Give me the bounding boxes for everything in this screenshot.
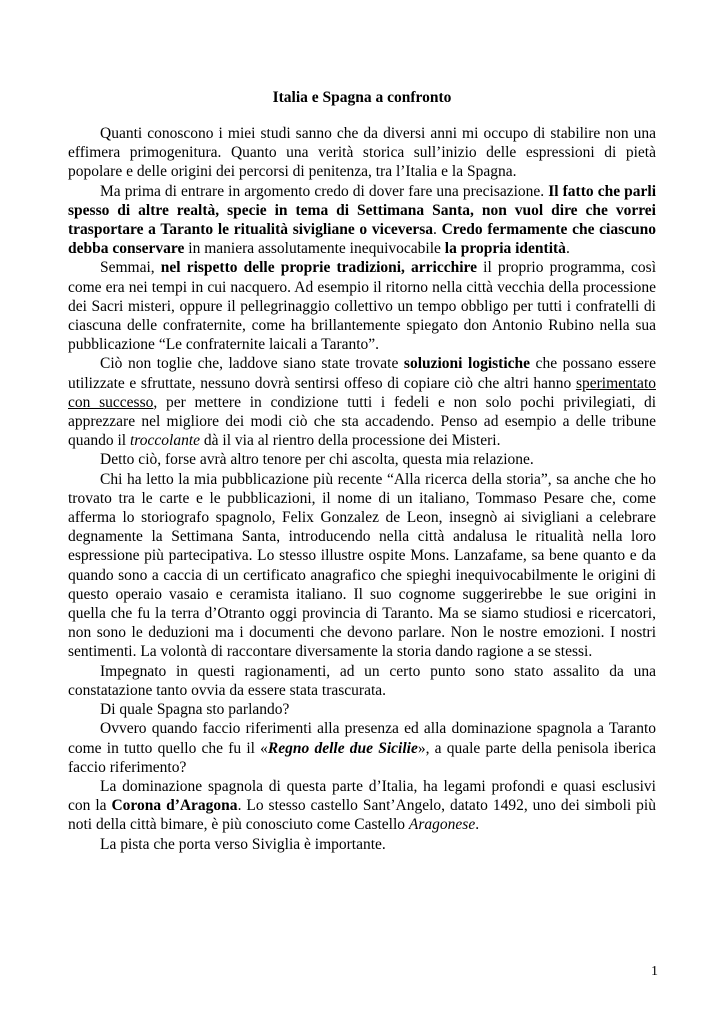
text-run: Impegnato in questi ragionamenti, ad un certo punto sono stato assalito da una constatazione tanto ovvia da essere stata trascurata. xyxy=(68,662,656,699)
text-run: La pista che porta verso Siviglia è importante. xyxy=(100,835,386,853)
text-run: Ciò non toglie che, laddove siano state trovate xyxy=(100,355,404,373)
paragraph xyxy=(68,719,656,777)
text-run: Di quale Spagna sto parlando? xyxy=(100,701,290,719)
document-title: Italia e Spagna a confronto xyxy=(272,89,452,106)
text-run: Detto ciò, forse avrà altro tenore per chi ascolta, questa mia relazione. xyxy=(100,451,534,469)
text-run: . xyxy=(433,221,442,239)
paragraph xyxy=(68,835,656,854)
paragraph xyxy=(68,354,656,450)
text-run: Semmai, xyxy=(100,259,161,277)
paragraph xyxy=(68,777,656,835)
page-number: 1 xyxy=(651,964,658,979)
paragraph xyxy=(68,258,656,354)
text-run: Aragonese xyxy=(408,816,476,834)
document-body xyxy=(68,124,656,854)
text-run: Ma prima di entrare in argomento credo di dover fare una precisazione. xyxy=(100,182,549,200)
text-run: Corona d’Aragona xyxy=(111,797,238,815)
text-run: dà il via al rientro della processione dei Misteri. xyxy=(200,432,501,450)
text-run: la propria identità xyxy=(444,240,566,258)
text-run: in maniera assolutamente inequivocabile xyxy=(184,240,445,258)
text-run: . xyxy=(475,816,480,834)
text-run: Regno delle due Sicilie xyxy=(267,739,418,757)
text-run: Il fatto che parli spesso di altre realtà, specie in tema di Settimana Santa, non vuol dire che vorrei trasportare a Taranto le ritualità sivigliane o viceversa xyxy=(68,182,656,239)
text-run: . Lo stesso castello Sant’Angelo, datato 1492, uno dei simboli più noti della città bimare, è più conosciuto come Castello xyxy=(68,797,656,834)
paragraph xyxy=(68,182,656,259)
text-run: soluzioni logistiche xyxy=(403,355,531,373)
text-run: Credo fermamente che ciascuno debba conservare xyxy=(68,221,657,258)
text-run: sperimentato con successo xyxy=(68,374,656,411)
paragraph xyxy=(68,124,656,182)
text-run: , per mettere in condizione tutti i fedeli e non solo pochi privilegiati, di apprezzare nel migliore dei modi ciò che sta accadendo. Penso ad esempio a delle tribune quando il xyxy=(68,393,656,450)
text-run: . xyxy=(565,240,570,258)
text-run: Ovvero quando faccio riferimenti alla presenza ed alla dominazione spagnola a Taranto come in tutto quello che fu il « xyxy=(68,720,656,757)
text-run: », a quale parte della penisola iberica faccio riferimento? xyxy=(68,739,656,776)
text-run: Chi ha letto la mia pubblicazione più recente “Alla ricerca della storia”, sa anche che ho trovato tra le carte e le pubblicazioni, il nome di un italiano, Tommaso Pesare che, come afferma lo storiografo spagnolo, Felix Gonzalez de Leon, insegnò ai sivigliani a celebrare degnamente la Settimana Santa, introducendo nella città andalusa le ritualità nella loro espressione più partecipativa. Lo stesso illustre ospite Mons. Lanzafame, sa bene quanto e da quando sono a caccia di un certificato anagrafico che spieghi inequivocabilmente le origini di questo operaio vasaio e ceramista italiano. Il suo cognome suggerirebbe le sue origini in quella che fu la terra d’Otranto oggi provincia di Taranto. Ma se siamo studiosi e ricercatori, non sono le deduzioni ma i documenti che devono parlare. Non le nostre emozioni. I nostri sentimenti. La volontà di raccontare diversamente la storia dando ragione a se stessi. xyxy=(68,470,656,661)
paragraph xyxy=(68,662,656,700)
text-run: il proprio programma, così come era nei tempi in cui nacquero. Ad esempio il ritorno nella città vecchia della processione dei Sacri misteri, oppure il pellegrinaggio collettivo un tempo obbligo per tutti i confratelli di ciascuna delle confraternite, come ha brillantemente spiegato don Antonio Rubino nella sua pubblicazione “Le confraternite laicali a Taranto”. xyxy=(68,259,656,354)
text-run: nel rispetto delle proprie tradizioni, arricchire xyxy=(160,259,478,277)
paragraph xyxy=(68,700,656,719)
text-run: che possano essere utilizzate e sfruttate, nessuno dovrà sentirsi offeso di copiare ciò che altri hanno xyxy=(68,355,656,392)
text-run: Quanti conoscono i miei studi sanno che da diversi anni mi occupo di stabilire non una effimera primogenitura. Quanto una verità storica sull’inizio delle espressioni di pietà popolare e delle origini dei percorsi di penitenza, tra l’Italia e la Spagna. xyxy=(68,125,656,181)
text-run: troccolante xyxy=(130,432,201,450)
paragraph xyxy=(68,450,656,469)
text-run: La dominazione spagnola di questa parte d’Italia, ha legami profondi e quasi esclusivi con la xyxy=(68,777,656,815)
paragraph xyxy=(68,470,656,662)
